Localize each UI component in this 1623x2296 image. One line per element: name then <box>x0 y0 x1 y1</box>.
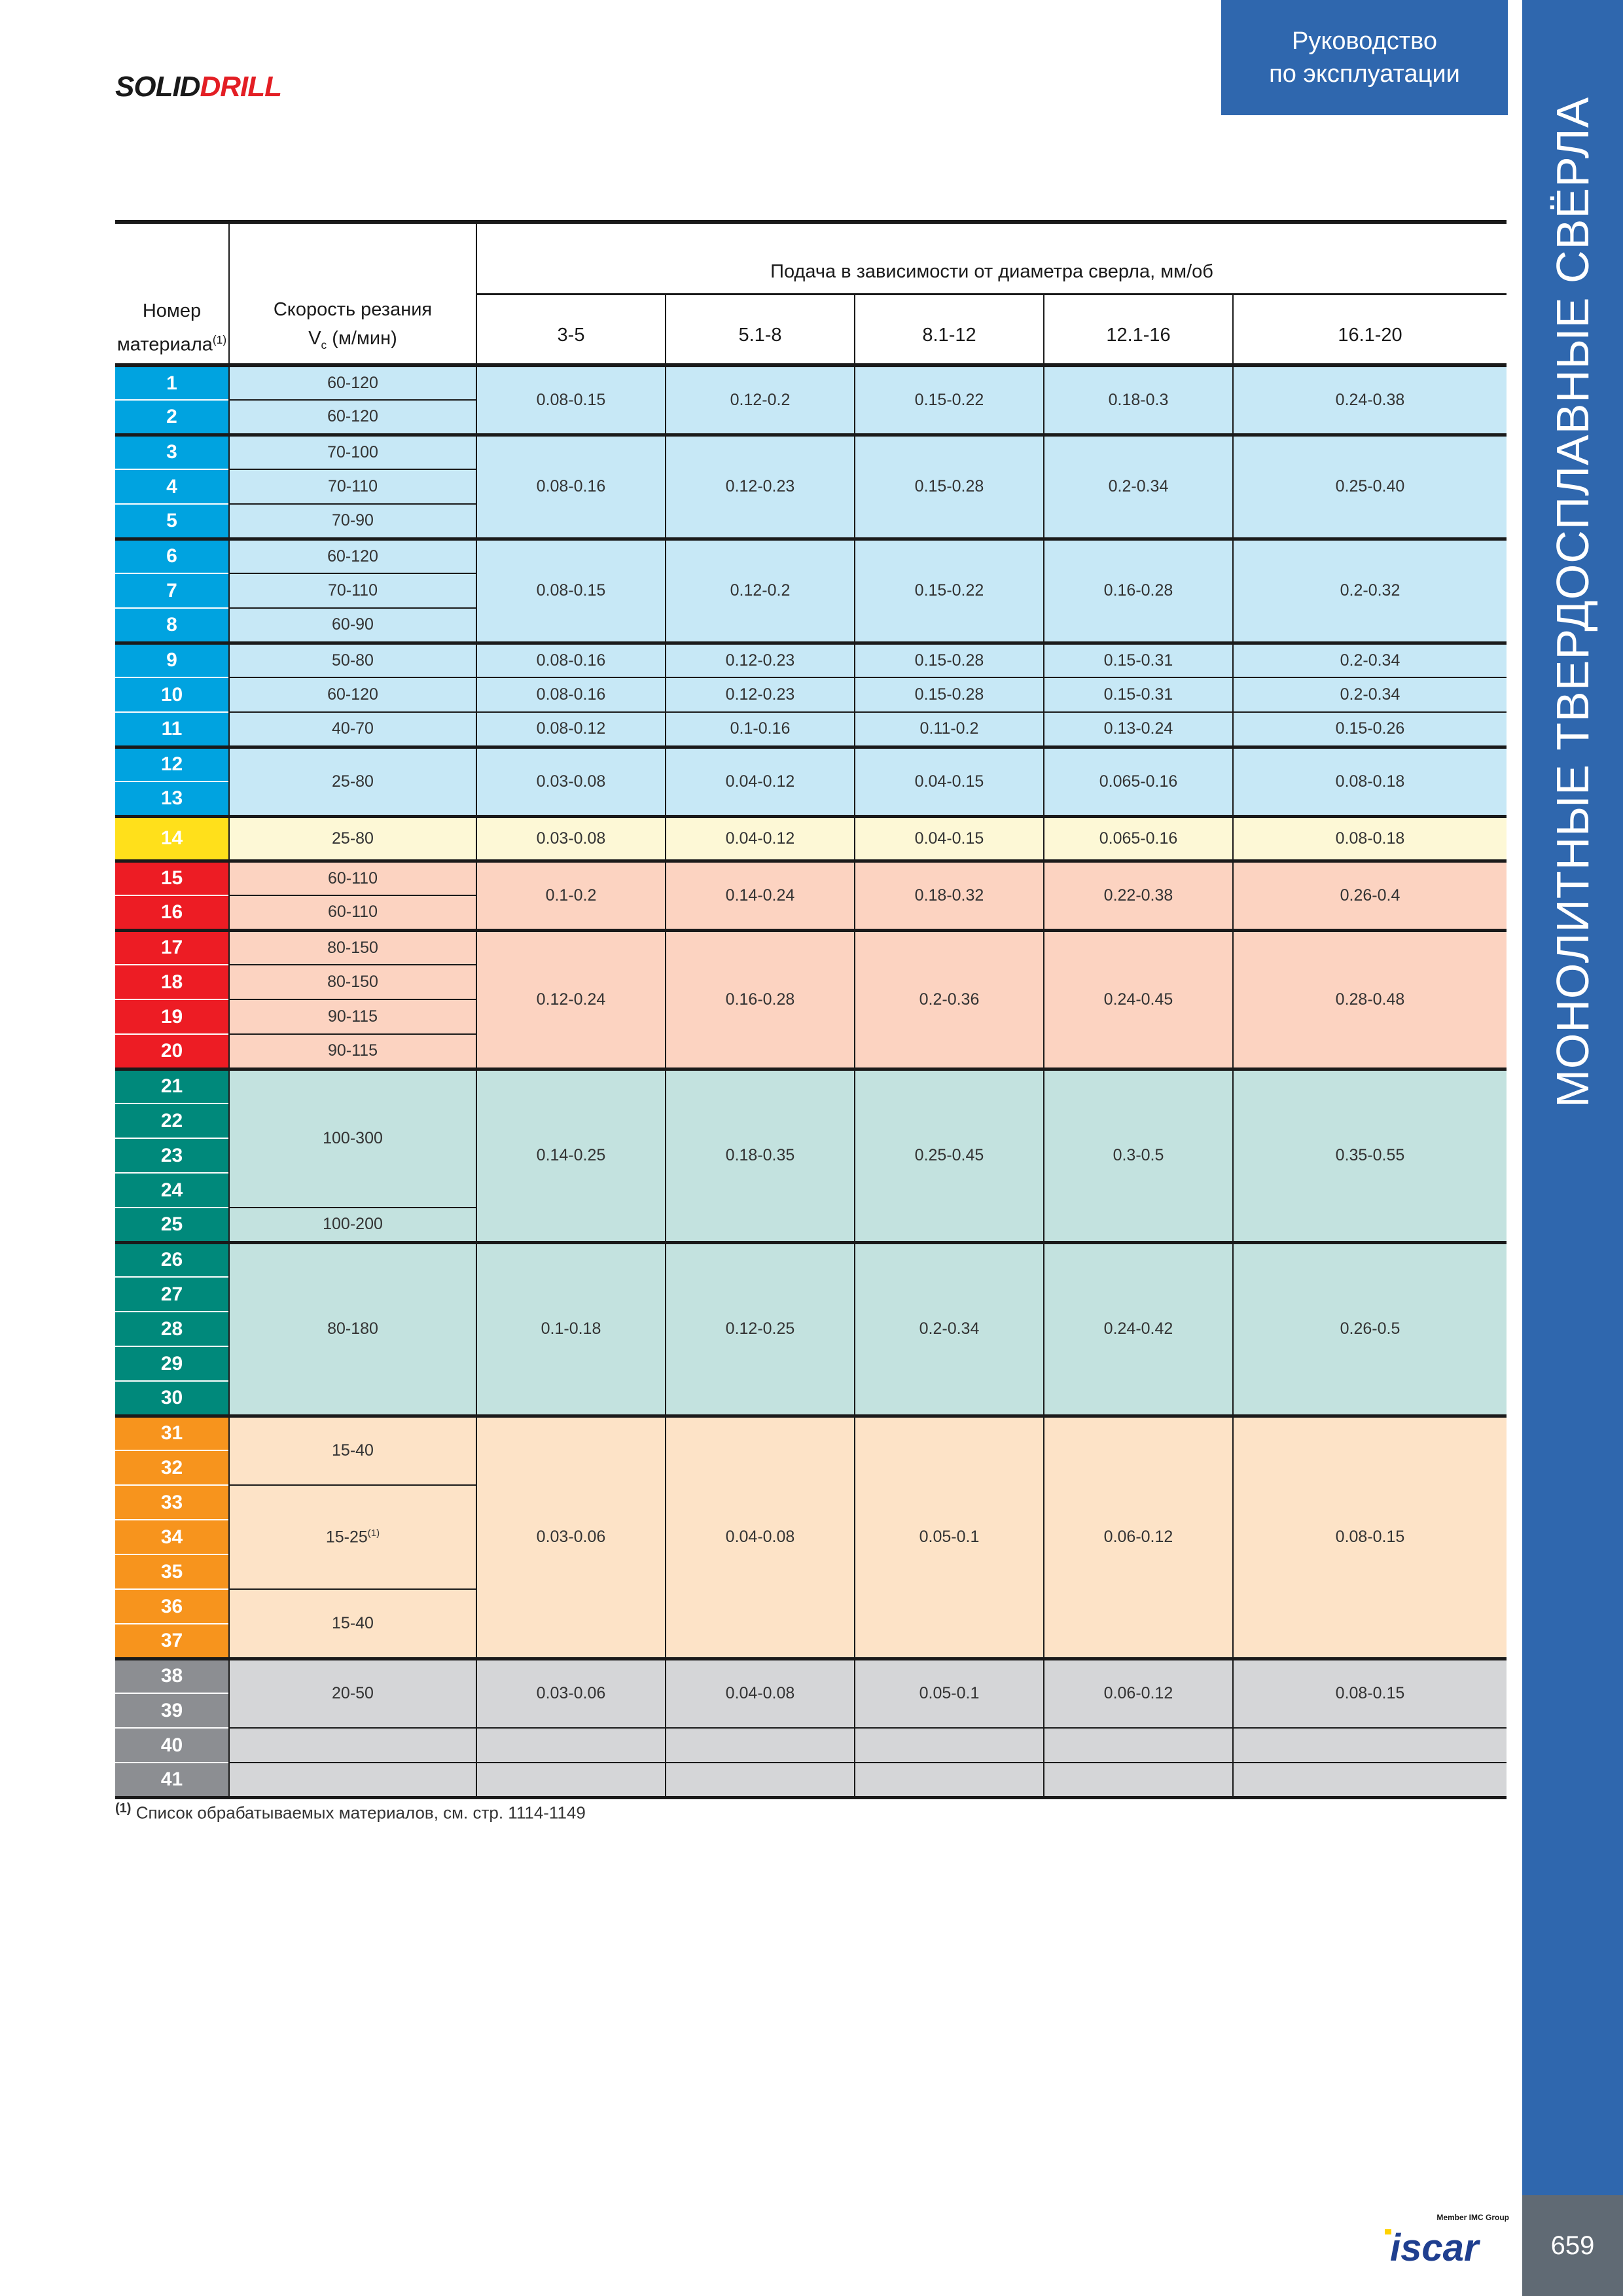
material-number: 1 <box>115 365 229 400</box>
material-number: 32 <box>115 1450 229 1485</box>
material-number: 16 <box>115 895 229 930</box>
table-row <box>115 643 1507 677</box>
cutting-speed-cell <box>229 1763 476 1797</box>
material-number: 27 <box>115 1277 229 1312</box>
feed-cell: 0.1-0.16 <box>666 712 855 747</box>
cutting-speed-cell: 90-115 <box>229 999 476 1034</box>
cutting-speed-cell: 80-150 <box>229 930 476 965</box>
material-number: 30 <box>115 1381 229 1416</box>
table-row <box>115 1659 1507 1693</box>
material-number: 23 <box>115 1138 229 1173</box>
table-row <box>115 1069 1507 1103</box>
solid-drill-logo <box>115 71 281 103</box>
feed-cell: 0.14-0.24 <box>666 861 855 930</box>
section-header <box>1221 0 1508 115</box>
feed-cell <box>476 1728 666 1763</box>
diameter-header: 8.1-12 <box>855 295 1044 366</box>
feed-cell: 0.15-0.22 <box>855 365 1044 435</box>
feed-cell: 0.15-0.26 <box>1233 712 1507 747</box>
feed-cell: 0.03-0.06 <box>476 1416 666 1659</box>
feed-cell: 0.2-0.36 <box>855 930 1044 1069</box>
feed-cell: 0.065-0.16 <box>1044 747 1233 816</box>
feed-cell: 0.12-0.23 <box>666 677 855 712</box>
feed-cell: 0.04-0.12 <box>666 816 855 861</box>
material-number: 2 <box>115 400 229 435</box>
table-row <box>115 677 1507 712</box>
feed-cell: 0.16-0.28 <box>666 930 855 1069</box>
feed-cell: 0.12-0.23 <box>666 643 855 677</box>
cutting-speed-cell: 60-90 <box>229 608 476 643</box>
table-row <box>115 1763 1507 1797</box>
feed-cell <box>1044 1728 1233 1763</box>
cutting-speed-cell: 60-120 <box>229 365 476 400</box>
cutting-speed-cell: 60-120 <box>229 400 476 435</box>
cutting-speed-cell: 60-120 <box>229 539 476 573</box>
table-row <box>115 1242 1507 1277</box>
material-number: 10 <box>115 677 229 712</box>
feed-cell: 0.22-0.38 <box>1044 861 1233 930</box>
material-number: 14 <box>115 816 229 861</box>
table-row <box>115 861 1507 895</box>
feed-cell: 0.05-0.1 <box>855 1416 1044 1659</box>
material-number: 3 <box>115 435 229 469</box>
diameter-header: 3-5 <box>476 295 666 366</box>
feed-cell: 0.35-0.55 <box>1233 1069 1507 1242</box>
feed-cell: 0.15-0.28 <box>855 643 1044 677</box>
feed-cell: 0.15-0.28 <box>855 677 1044 712</box>
table-row <box>115 747 1507 781</box>
feed-cell: 0.08-0.15 <box>476 539 666 643</box>
feed-cell: 0.12-0.24 <box>476 930 666 1069</box>
logo-solid: SOLID <box>115 71 200 103</box>
feed-cell: 0.065-0.16 <box>1044 816 1233 861</box>
feed-cell: 0.04-0.15 <box>855 747 1044 816</box>
material-number: 36 <box>115 1589 229 1624</box>
feed-cell: 0.15-0.28 <box>855 435 1044 539</box>
feed-cell: 0.08-0.12 <box>476 712 666 747</box>
material-number: 20 <box>115 1034 229 1069</box>
material-number: 31 <box>115 1416 229 1450</box>
feed-cell: 0.08-0.18 <box>1233 747 1507 816</box>
table-row <box>115 1416 1507 1450</box>
feed-cell: 0.03-0.08 <box>476 747 666 816</box>
material-number: 24 <box>115 1173 229 1208</box>
feed-cell: 0.3-0.5 <box>1044 1069 1233 1242</box>
material-number: 26 <box>115 1242 229 1277</box>
cutting-speed-cell: 90-115 <box>229 1034 476 1069</box>
material-number: 41 <box>115 1763 229 1797</box>
footnote-mark: (1) <box>115 1801 132 1816</box>
cutting-speed-cell: 70-110 <box>229 573 476 608</box>
feed-cell: 0.06-0.12 <box>1044 1416 1233 1659</box>
material-number: 33 <box>115 1485 229 1520</box>
material-number: 5 <box>115 504 229 539</box>
side-title-text: МОНОЛИТНЫЕ ТВЕРДОСПЛАВНЫЕ СВЁРЛА <box>1547 96 1598 1108</box>
feed-cell: 0.2-0.34 <box>1233 677 1507 712</box>
feed-cell: 0.03-0.06 <box>476 1659 666 1728</box>
cutting-speed-cell: 15-40 <box>229 1416 476 1485</box>
feed-cell: 0.2-0.32 <box>1233 539 1507 643</box>
material-number: 21 <box>115 1069 229 1103</box>
material-number: 35 <box>115 1554 229 1589</box>
feed-cell: 0.26-0.5 <box>1233 1242 1507 1416</box>
feed-cell: 0.15-0.31 <box>1044 643 1233 677</box>
feed-cell: 0.18-0.3 <box>1044 365 1233 435</box>
cutting-speed-cell: 15-25$^{(1)}$ <box>229 1485 476 1589</box>
cutting-speed-cell: 100-200 <box>229 1208 476 1242</box>
feed-cell: 0.12-0.2 <box>666 539 855 643</box>
feed-cell <box>1233 1763 1507 1797</box>
material-number: 25 <box>115 1208 229 1242</box>
material-number: 18 <box>115 965 229 999</box>
table-row <box>115 816 1507 861</box>
feed-cell: 0.13-0.24 <box>1044 712 1233 747</box>
feed-cell: 0.06-0.12 <box>1044 1659 1233 1728</box>
cutting-speed-cell <box>229 1728 476 1763</box>
material-number: 13 <box>115 781 229 816</box>
iscar-tagline: Member IMC Group <box>1436 2213 1509 2222</box>
feed-cell: 0.25-0.40 <box>1233 435 1507 539</box>
feed-cell: 0.16-0.28 <box>1044 539 1233 643</box>
table-row <box>115 539 1507 573</box>
feed-cell: 0.12-0.2 <box>666 365 855 435</box>
feed-cell <box>1044 1763 1233 1797</box>
material-number: 19 <box>115 999 229 1034</box>
feed-cell: 0.2-0.34 <box>1044 435 1233 539</box>
feed-cell: 0.18-0.32 <box>855 861 1044 930</box>
feed-cell: 0.1-0.2 <box>476 861 666 930</box>
feed-cell <box>1233 1728 1507 1763</box>
feed-cell <box>855 1763 1044 1797</box>
cutting-speed-cell: 50-80 <box>229 643 476 677</box>
page-number: 659 <box>1522 2195 1623 2296</box>
feed-cell: 0.11-0.2 <box>855 712 1044 747</box>
table-body <box>115 365 1507 1797</box>
material-number: 12 <box>115 747 229 781</box>
feed-cell: 0.04-0.15 <box>855 816 1044 861</box>
feed-cell: 0.04-0.08 <box>666 1416 855 1659</box>
feed-cell <box>666 1728 855 1763</box>
material-number: 4 <box>115 469 229 504</box>
cutting-speed-cell: 25-80 <box>229 747 476 816</box>
section-header-line2: по эксплуатации <box>1269 60 1460 88</box>
diameter-header: 5.1-8 <box>666 295 855 366</box>
cutting-speed-cell: 60-120 <box>229 677 476 712</box>
material-number: 22 <box>115 1103 229 1138</box>
material-number: 7 <box>115 573 229 608</box>
cutting-speed-cell: 70-110 <box>229 469 476 504</box>
cutting-speed-cell: 70-90 <box>229 504 476 539</box>
feed-cell: 0.24-0.45 <box>1044 930 1233 1069</box>
cutting-speed-cell: 100-300 <box>229 1069 476 1208</box>
material-number: 15 <box>115 861 229 895</box>
cutting-speed-header: Скорость резания $V_c$ (м/мин) <box>229 222 476 365</box>
material-number: 11 <box>115 712 229 747</box>
diameter-header: 12.1-16 <box>1044 295 1233 366</box>
table-row <box>115 365 1507 400</box>
feed-cell <box>666 1763 855 1797</box>
feed-cell: 0.08-0.16 <box>476 435 666 539</box>
feed-cell: 0.14-0.25 <box>476 1069 666 1242</box>
feed-cell: 0.15-0.31 <box>1044 677 1233 712</box>
table-row <box>115 435 1507 469</box>
cutting-data-table <box>115 220 1507 1799</box>
feed-cell: 0.2-0.34 <box>1233 643 1507 677</box>
cutting-speed-cell: 60-110 <box>229 861 476 895</box>
table-row <box>115 930 1507 965</box>
feed-cell: 0.12-0.25 <box>666 1242 855 1416</box>
feed-cell: 0.08-0.15 <box>476 365 666 435</box>
logo-drill: DRILL <box>200 71 281 103</box>
material-number: 28 <box>115 1312 229 1346</box>
feed-cell: 0.08-0.16 <box>476 677 666 712</box>
feed-cell: 0.24-0.38 <box>1233 365 1507 435</box>
feed-cell: 0.1-0.18 <box>476 1242 666 1416</box>
material-number: 40 <box>115 1728 229 1763</box>
material-number: 29 <box>115 1346 229 1381</box>
cutting-speed-cell: 60-110 <box>229 895 476 930</box>
feed-header: Подача в зависимости от диаметра сверла, мм/об <box>476 222 1507 295</box>
feed-cell: 0.28-0.48 <box>1233 930 1507 1069</box>
cutting-speed-cell: 80-150 <box>229 965 476 999</box>
feed-cell <box>476 1763 666 1797</box>
feed-cell: 0.08-0.16 <box>476 643 666 677</box>
feed-cell: 0.05-0.1 <box>855 1659 1044 1728</box>
feed-cell: 0.04-0.08 <box>666 1659 855 1728</box>
feed-cell: 0.08-0.15 <box>1233 1659 1507 1728</box>
material-number: 39 <box>115 1693 229 1728</box>
feed-cell: 0.03-0.08 <box>476 816 666 861</box>
footnote <box>115 1801 586 1823</box>
material-number: 37 <box>115 1624 229 1659</box>
material-number: 17 <box>115 930 229 965</box>
iscar-logo <box>1385 2211 1509 2270</box>
feed-cell: 0.18-0.35 <box>666 1069 855 1242</box>
feed-cell <box>855 1728 1044 1763</box>
feed-cell: 0.04-0.12 <box>666 747 855 816</box>
table-row <box>115 1728 1507 1763</box>
feed-cell: 0.12-0.23 <box>666 435 855 539</box>
material-number: 6 <box>115 539 229 573</box>
feed-cell: 0.2-0.34 <box>855 1242 1044 1416</box>
feed-cell: 0.26-0.4 <box>1233 861 1507 930</box>
cutting-speed-cell: 20-50 <box>229 1659 476 1728</box>
cutting-speed-cell: 80-180 <box>229 1242 476 1416</box>
footnote-text: Список обрабатываемых материалов, см. стр. 1114-1149 <box>135 1803 586 1823</box>
feed-cell: 0.24-0.42 <box>1044 1242 1233 1416</box>
material-number-header: Номер материала$^{(1)}$ <box>115 222 229 365</box>
material-number: 38 <box>115 1659 229 1693</box>
feed-cell: 0.25-0.45 <box>855 1069 1044 1242</box>
cutting-speed-cell: 40-70 <box>229 712 476 747</box>
feed-cell: 0.08-0.15 <box>1233 1416 1507 1659</box>
material-number: 8 <box>115 608 229 643</box>
material-number: 34 <box>115 1520 229 1554</box>
side-title <box>1522 0 1623 1145</box>
cutting-speed-cell: 25-80 <box>229 816 476 861</box>
iscar-wordmark: iscar <box>1390 2227 1479 2269</box>
table-row <box>115 712 1507 747</box>
feed-cell: 0.08-0.18 <box>1233 816 1507 861</box>
cutting-speed-cell: 15-40 <box>229 1589 476 1659</box>
section-header-line1: Руководство <box>1291 27 1438 55</box>
feed-cell: 0.15-0.22 <box>855 539 1044 643</box>
material-number: 9 <box>115 643 229 677</box>
diameter-header: 16.1-20 <box>1233 295 1507 366</box>
cutting-speed-cell: 70-100 <box>229 435 476 469</box>
